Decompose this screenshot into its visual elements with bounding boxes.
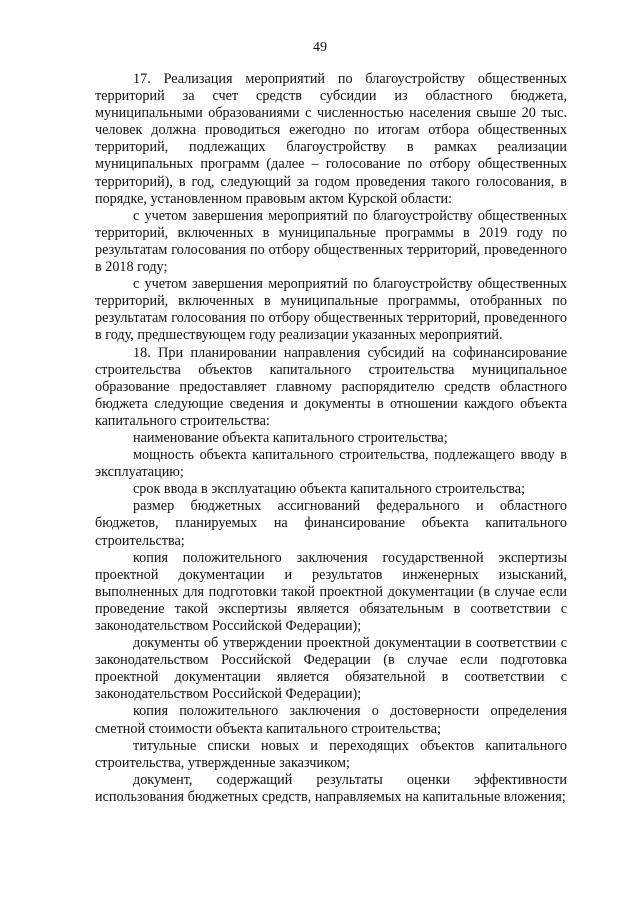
paragraph-18-intro: 18. При планировании направления субсидий на софинансирование строительства объектов капитального строительства муниципальное образование предоставляет главному распорядителю средств областного бюджета следующие сведения и документы в отношении каждого объекта капитального строительства: [95, 344, 567, 429]
paragraph-item: размер бюджетных ассигнований федерального и областного бюджетов, планируемых на финансирование объекта капитального строительства; [95, 498, 567, 549]
paragraph-item: титульные списки новых и переходящих объектов капитального строительства, утвержденные заказчиком; [95, 737, 567, 771]
paragraph-item: документ, содержащий результаты оценки эффективности использования бюджетных средств, направляемых на капитальные вложения; [95, 771, 567, 805]
document-body [95, 71, 567, 806]
paragraph-item: срок ввода в эксплуатацию объекта капитального строительства; [133, 481, 526, 498]
paragraph-17-intro: 17. Реализация мероприятий по благоустройству общественных территорий за счет средств субсидии из областного бюджета, муниципальными образованиями с численностью населения свыше 20 тыс. человек должна проводиться ежегодно по итогам отбора общественных территорий, подлежащих благоустройству в рамках реализации муниципальных программ (далее – голосование по отбору общественных территорий), в год, следующий за годом проведения такого голосования, в порядке, установленном правовым актом Курской области: [95, 71, 567, 207]
paragraph-item: копия положительного заключения государственной экспертизы проектной документации и результатов инженерных изысканий, выполненных для подготовки такой проектной документации (в случае если проведение такой экспертизы является обязательным в соответствии с законодательством Российской Федерации); [95, 549, 567, 634]
paragraph-item: документы об утверждении проектной документации в соответствии с законодательством Российской Федерации (в случае если подготовка проектной документации является обязательной в соответствии с законодательством Российской Федерации); [95, 635, 567, 703]
page-number: 49 [313, 40, 327, 55]
paragraph-item: наименование объекта капитального строительства; [133, 429, 448, 446]
paragraph-item: с учетом завершения мероприятий по благоустройству общественных территорий, включенных в муниципальные программы в 2019 году по результатам голосования по отбору общественных территорий, проведенного в 2018 году; [95, 207, 567, 276]
paragraph-item: копия положительного заключения о достоверности определения сметной стоимости объекта капитального строительства; [95, 703, 567, 737]
paragraph-item: с учетом завершения мероприятий по благоустройству общественных территорий, включенных в муниципальные программы, отобранных по результатам голосования по отбору общественных территорий, проведенного в году, предшествующем году реализации указанных мероприятий. [95, 276, 567, 344]
paragraph-item: мощность объекта капитального строительства, подлежащего вводу в эксплуатацию; [95, 447, 567, 481]
